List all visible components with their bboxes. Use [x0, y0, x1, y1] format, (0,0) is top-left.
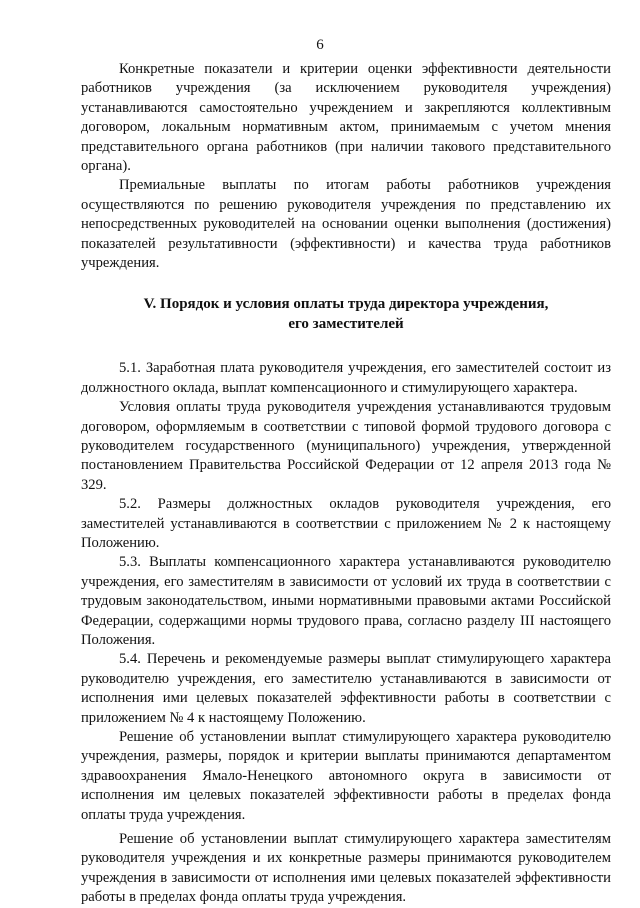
- paragraph-5-3: 5.3. Выплаты компенсационного характера устанавливаются руководителю учреждения, его заместителям в зависимости от условий их труда в соответствии с трудовым законодательством, иными нормативными правовыми актами Российской Федерации, содержащими нормы трудового права, согласно разделу III настоящего Положения.: [81, 554, 611, 648]
- paragraph-deputy-decision: Решение об установлении выплат стимулирующего характера заместителям руководителя учреждения и их конкретные размеры принимаются руководителем учреждения в зависимости от исполнения ими целевых показателей эффективности работы в пределах фонда оплаты труда учреждения.: [81, 831, 611, 906]
- section-heading-line-2: его заместителей: [288, 315, 404, 332]
- section-heading-line-1: V. Порядок и условия оплаты труда директора учреждения,: [143, 296, 549, 313]
- paragraph-performance-criteria: Конкретные показатели и критерии оценки эффективности деятельности работников учреждения (за исключением руководителя учреждения) устанавливаются самостоятельно учреждением и закрепляются коллективным договором, локальным нормативным актом, принимаемым с учетом мнения представительного органа работников (при наличии такового представительного органа).: [81, 61, 611, 175]
- paragraph-5-2: 5.2. Размеры должностных окладов руководителя учреждения, его заместителей устанавливаются в соответствии с приложением № 2 к настоящему Положению.: [81, 496, 611, 551]
- document-body: [81, 60, 611, 908]
- section-heading: [81, 295, 611, 334]
- paragraph-labor-conditions: Условия оплаты труда руководителя учреждения устанавливаются трудовым договором, оформляемым в соответствии с типовой формой трудового договора с руководителем государственного (муниципального) учреждения, утвержденной постановлением Правительства Российской Федерации от 12 апреля 2013 года № 329.: [81, 399, 611, 493]
- paragraph-director-decision: Решение об установлении выплат стимулирующего характера руководителю учреждения, размеры, порядок и критерии выплаты принимаются департаментом здравоохранения Ямало-Ненецкого автономного округа в зависимости от исполнения им целевых показателей эффективности работы в пределах фонда оплаты труда учреждения.: [81, 729, 611, 823]
- paragraph-5-1: 5.1. Заработная плата руководителя учреждения, его заместителей состоит из должностного оклада, выплат компенсационного и стимулирующего характера.: [81, 360, 611, 396]
- paragraph-5-4: 5.4. Перечень и рекомендуемые размеры выплат стимулирующего характера руководителю учреждения, его заместителю устанавливаются в зависимости от исполнения ими целевых показателей эффективности работы в соответствии с приложением № 4 к настоящему Положению.: [81, 651, 611, 726]
- paragraph-bonus-payments: Премиальные выплаты по итогам работы работников учреждения осуществляются по решению руководителя учреждения по представлению их непосредственных руководителей на основании оценки выполнения (достижения) показателей результативности (эффективности) и качества труда работников учреждения.: [81, 177, 611, 272]
- page-number: 6: [316, 37, 324, 53]
